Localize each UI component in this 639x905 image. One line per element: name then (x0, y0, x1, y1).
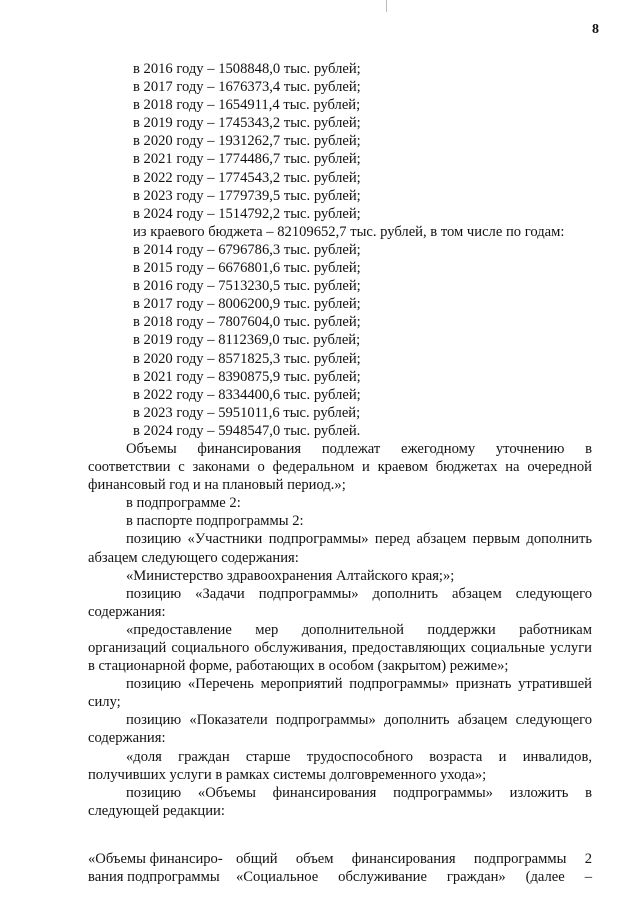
paragraph-subprogram-2: в подпрограмме 2: (126, 495, 241, 512)
list-item: в 2015 году – 6676801,6 тыс. рублей; (133, 260, 361, 277)
list-item: в 2023 году – 1779739,5 тыс. рублей; (133, 187, 361, 204)
scan-artifact-line (386, 0, 387, 12)
years-list-regional (88, 241, 592, 440)
paragraph-tasks: позицию «Задачи подпрограммы» дополнить абзацем следующего содержания: (88, 585, 592, 620)
document-body (88, 60, 592, 886)
list-item: в 2024 году – 5948547,0 тыс. рублей. (133, 422, 361, 439)
paragraph-passport: в паспорте подпрограммы 2: (126, 513, 304, 530)
paragraph-activities-list: позицию «Перечень мероприятий подпрограммы» признать утратившей силу; (88, 676, 592, 711)
paragraph-participants: позицию «Участники подпрограммы» перед абзацем первым дополнить абзацем следующего содержания: (88, 531, 592, 566)
years-list-previous (88, 60, 592, 223)
table-cell-line: вания подпрограммы (88, 869, 220, 886)
paragraph-ministry: «Министерство здравоохранения Алтайского края;»; (126, 567, 455, 584)
paragraph-funding-note: Объемы финансирования подлежат ежегодному уточнению в соответствии с законами о федеральном и краевом бюджетах на очередной финансовый год и на плановый период.»; (88, 440, 592, 494)
table-cell-line: общий объем финансирования подпрограммы 2 (236, 850, 592, 867)
funding-table-row (88, 850, 592, 886)
regional-budget-heading: из краевого бюджета – 82109652,7 тыс. рублей, в том числе по годам: (133, 223, 565, 240)
list-item: в 2017 году – 1676373,4 тыс. рублей; (133, 79, 361, 96)
spacer (88, 820, 592, 850)
list-item: в 2020 году – 8571825,3 тыс. рублей; (133, 350, 361, 367)
list-item: в 2018 году – 7807604,0 тыс. рублей; (133, 314, 361, 331)
paragraph-funding-volumes: позицию «Объемы финансирования подпрограммы» изложить в следующей редакции: (88, 784, 592, 819)
page-number: 8 (592, 22, 599, 37)
paragraph-indicators: позицию «Показатели подпрограммы» дополнить абзацем следующего содержания: (88, 712, 592, 747)
list-item: в 2018 году – 1654911,4 тыс. рублей; (133, 97, 361, 114)
list-item: в 2019 году – 1745343,2 тыс. рублей; (133, 115, 361, 132)
list-item: в 2024 году – 1514792,2 тыс. рублей; (133, 205, 361, 222)
list-item: в 2021 году – 1774486,7 тыс. рублей; (133, 151, 361, 168)
list-item: в 2019 году – 8112369,0 тыс. рублей; (133, 332, 361, 349)
list-item: в 2021 году – 8390875,9 тыс. рублей; (133, 368, 361, 385)
list-item: в 2020 году – 1931262,7 тыс. рублей; (133, 133, 361, 150)
list-item: в 2022 году – 8334400,6 тыс. рублей; (133, 386, 361, 403)
paragraph-support-measures: «предоставление мер дополнительной поддержки работникам организаций социального обслуживания, предоставляющих социальные услуги в стационарной форме, работающих в особом (закрытом) режиме»; (88, 621, 592, 675)
table-cell-value (236, 850, 592, 886)
list-item: в 2014 году – 6796786,3 тыс. рублей; (133, 241, 361, 258)
table-cell-line: «Социальное обслуживание граждан» (далее – (236, 869, 592, 886)
list-item: в 2023 году – 5951011,6 тыс. рублей; (133, 404, 361, 421)
table-cell-line: «Объемы финансиро- (88, 850, 223, 867)
list-item: в 2017 году – 8006200,9 тыс. рублей; (133, 296, 361, 313)
list-item: в 2022 году – 1774543,2 тыс. рублей; (133, 169, 361, 186)
list-item: в 2016 году – 7513230,5 тыс. рублей; (133, 278, 361, 295)
paragraph-share-citizens: «доля граждан старше трудоспособного возраста и инвалидов, получивших услуги в рамках системы долговременного ухода»; (88, 748, 592, 783)
list-item: в 2016 году – 1508848,0 тыс. рублей; (133, 61, 361, 77)
table-cell-label (88, 850, 236, 886)
